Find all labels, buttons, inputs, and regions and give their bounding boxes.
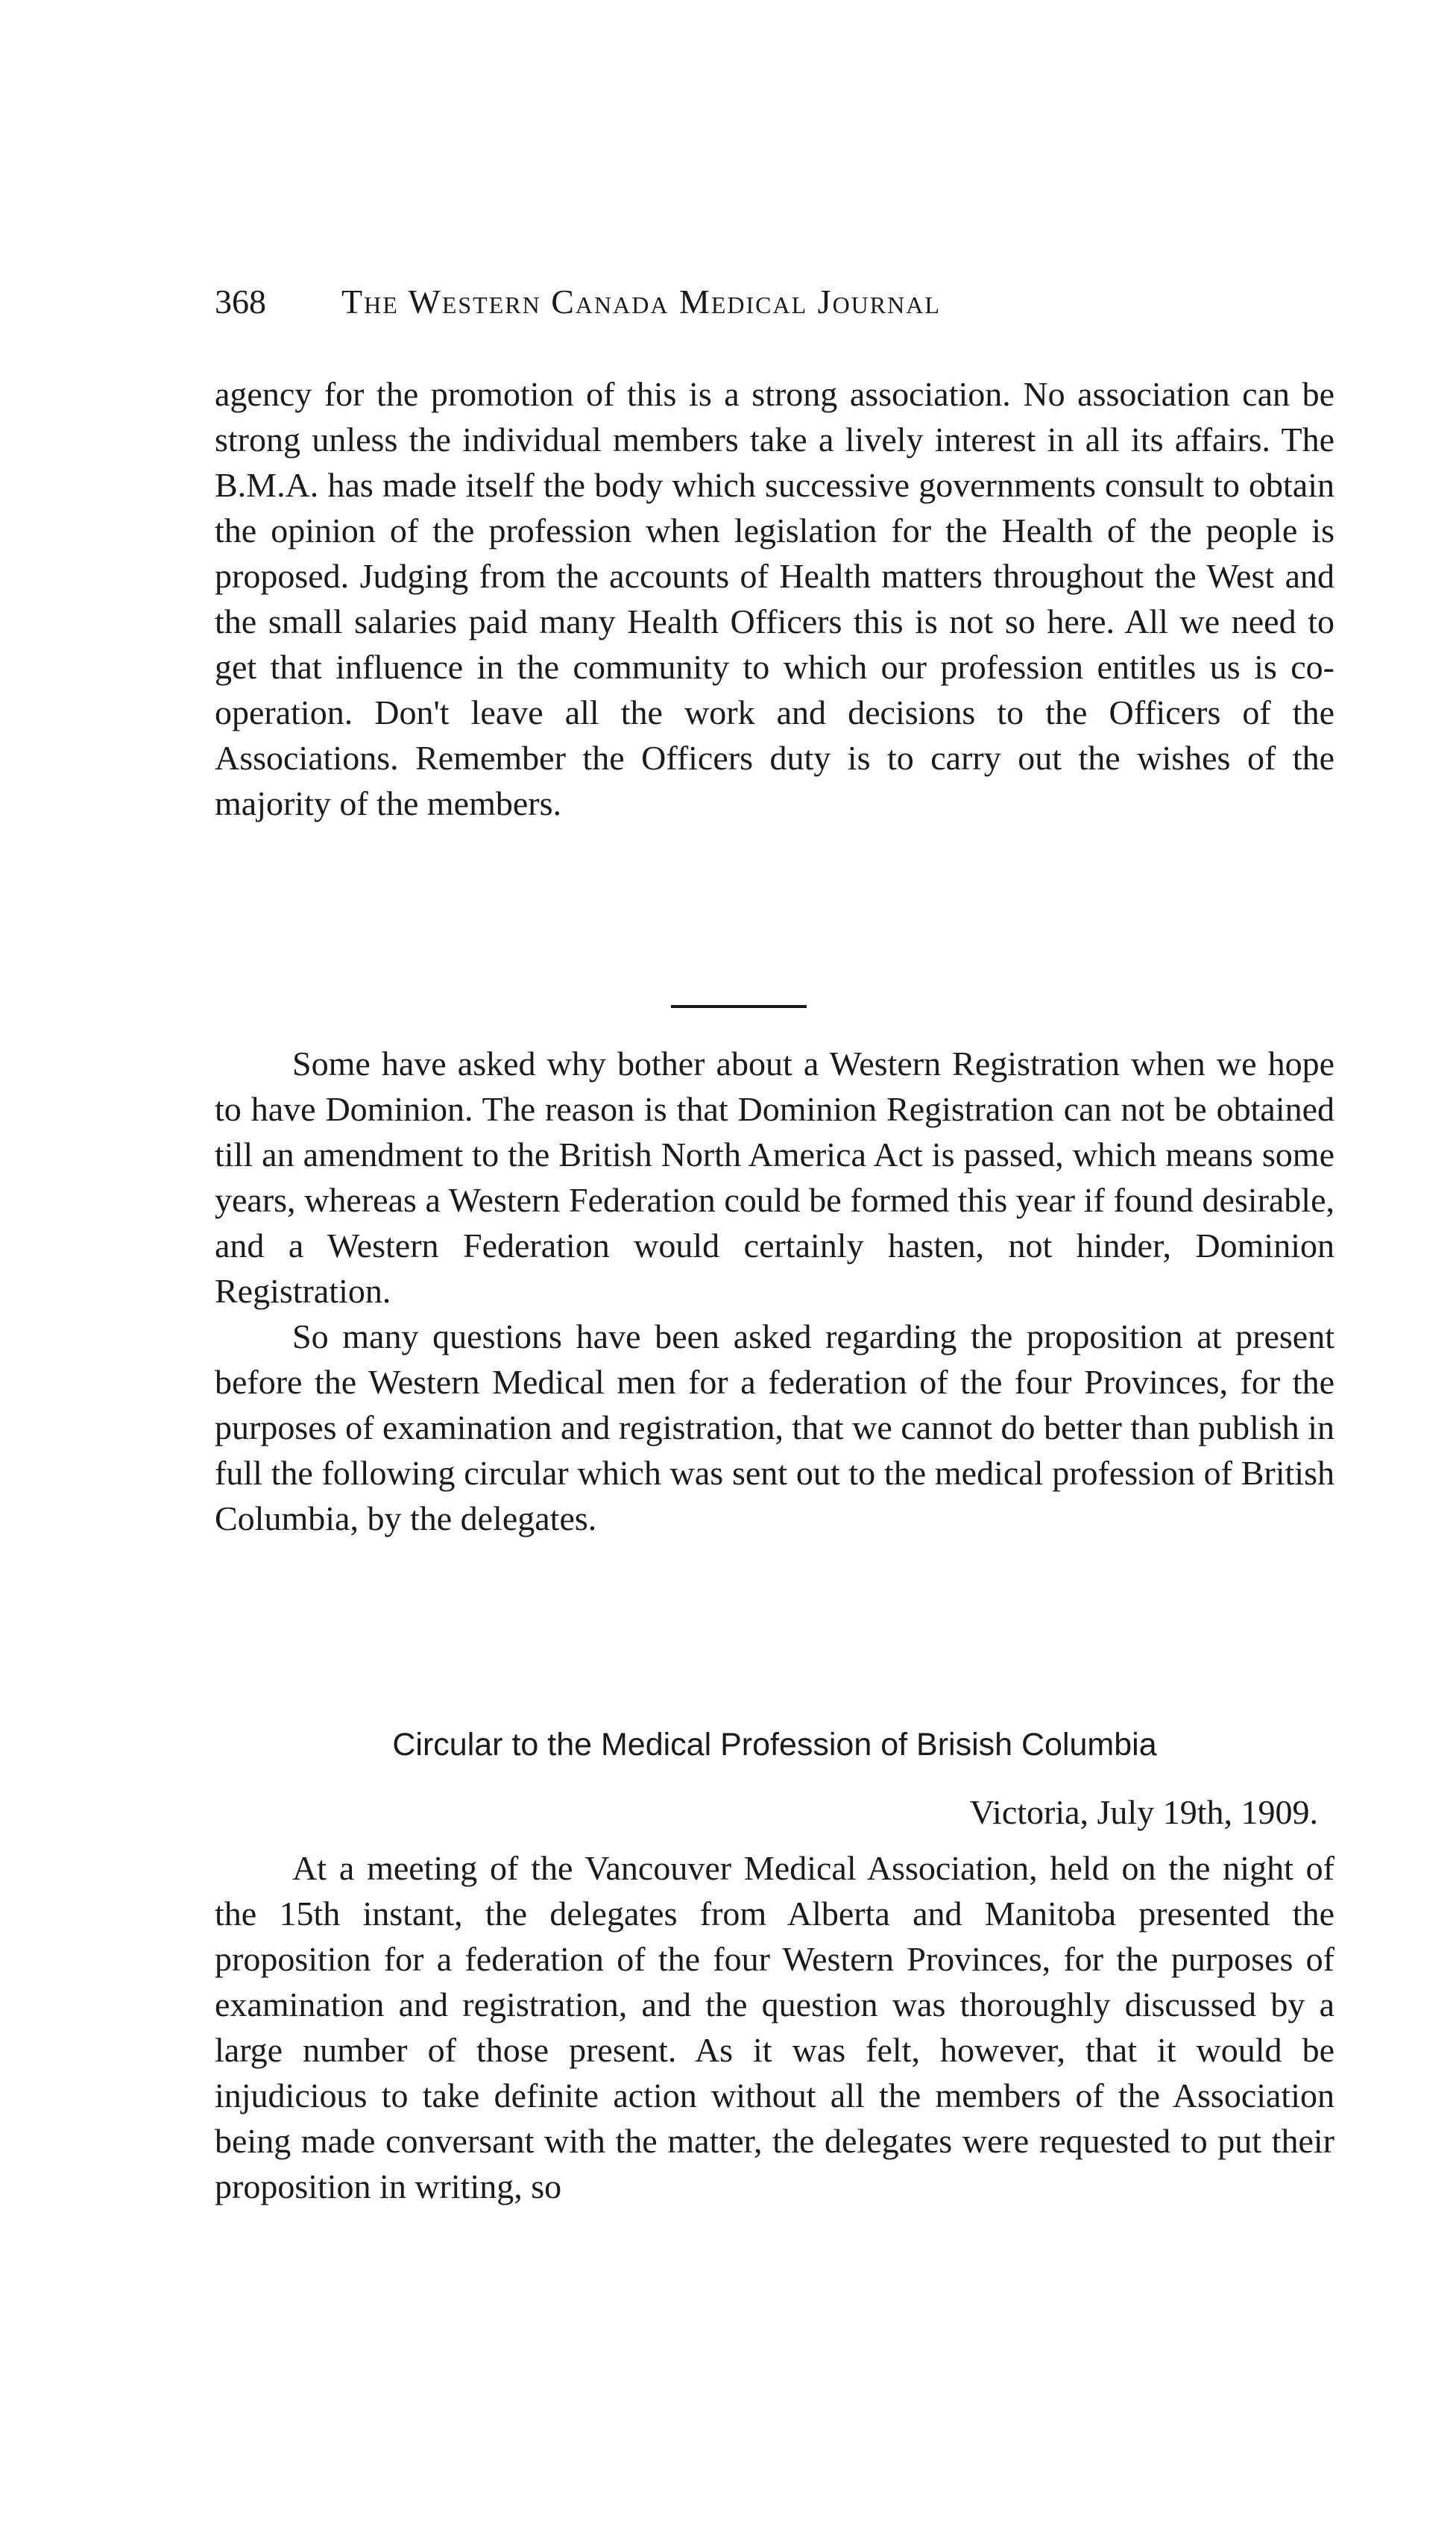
paragraph-western-registration: Some have asked why bother about a Western Registration when we hope to have Dominion. The reason is that Dominion Registration can not be obtained till an amendment to the British North America Act is passed, which means some years, whereas a Western Federation could be formed this year if found desirable, and a Western Federation would certainly hasten, not hinder, Dominion Registration. bbox=[215, 1045, 1334, 1310]
registration-section bbox=[215, 1041, 1334, 1541]
page-number: 368 bbox=[215, 283, 266, 321]
paragraph-questions: So many questions have been asked regarding the proposition at present before the Western Medical men for a federation of the four Provinces, for the purposes of examination and registration, that we cannot do better than publish in full the following circular which was sent out to the medical profession of British Columbia, by the delegates. bbox=[215, 1317, 1334, 1537]
paragraph-association: agency for the promotion of this is a strong association. No association can be strong unless the individual members take a lively interest in all its affairs. The B.M.A. has made itself the body which successive governments consult to obtain the opinion of the profession when legislation for the Health of the people is proposed. Judging from the accounts of Health matters throughout the West and the small salaries paid many Health Officers this is not so here. All we need to get that influence in the community to which our profession entitles us is co-operation. Don't leave all the work and decisions to the Officers of the Associations. Remember the Officers duty is to carry out the wishes of the majority of the members. bbox=[215, 375, 1334, 822]
circular-body bbox=[215, 1845, 1334, 2209]
opening-paragraph-block bbox=[215, 371, 1334, 826]
circular-heading: Circular to the Medical Profession of Brisish Columbia bbox=[392, 1727, 1157, 1763]
circular-dateline: Victoria, July 19th, 1909. bbox=[969, 1793, 1318, 1831]
running-head: The Western Canada Medical Journal bbox=[341, 283, 941, 321]
page-header bbox=[215, 282, 1333, 341]
paragraph-meeting: At a meeting of the Vancouver Medical Association, held on the night of the 15th instant, the delegates from Alberta and Manitoba presented the proposition for a federation of the four Western Provinces, for the purposes of examination and registration, and the question was thoroughly discussed by a large number of those present. As it was felt, however, that it would be injudicious to take definite action without all the members of the Association being made conversant with the matter, the delegates were requested to put their proposition in writing, so bbox=[215, 1849, 1334, 2205]
section-divider bbox=[671, 1005, 807, 1008]
